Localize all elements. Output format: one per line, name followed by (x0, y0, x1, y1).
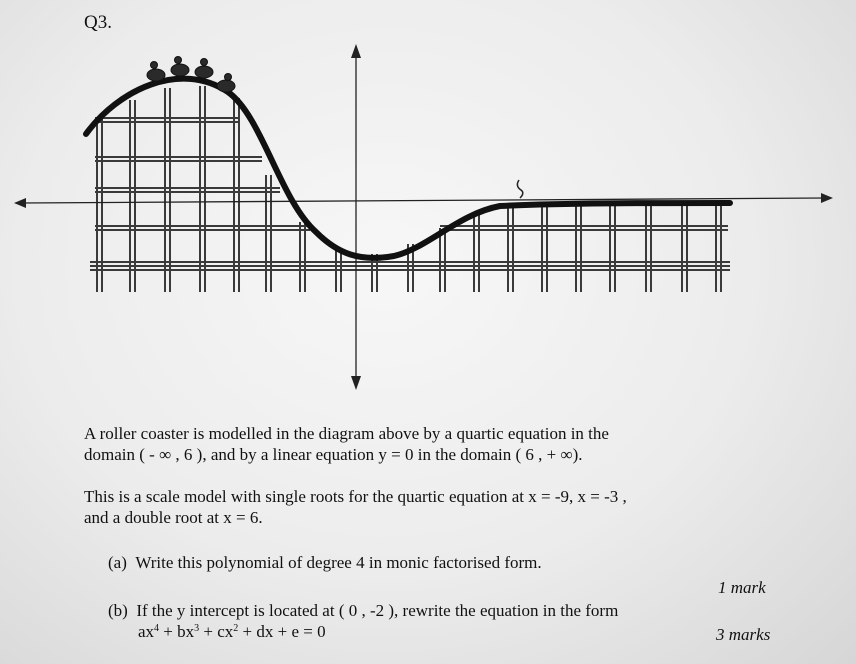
part-a-marks: 1 mark (718, 578, 766, 597)
coordinate-axes (22, 52, 826, 382)
description-line-1: A roller coaster is modelled in the diagram above by a quartic equation in the (84, 424, 609, 443)
roots-line-2: and a double root at x = 6. (84, 508, 263, 527)
eq-term-b: + bx (159, 622, 195, 641)
description-line-2: domain ( - ∞ , 6 ), and by a linear equation y = 0 in the domain ( 6 , + ∞). (84, 445, 583, 464)
pencil-mark (517, 180, 522, 198)
description-paragraph-1 (84, 423, 609, 465)
part-b-marks: 3 marks (716, 625, 771, 644)
x-axis-left-arrow (14, 198, 26, 208)
eq-term-c: + cx (199, 622, 234, 641)
part-a-text: Write this polynomial of degree 4 in monic factorised form. (135, 553, 542, 572)
coaster-track (86, 79, 730, 258)
eq-term-a: ax (138, 622, 155, 641)
part-b-text: If the y intercept is located at ( 0 , -2 ), rewrite the equation in the form (136, 601, 619, 620)
roots-line-1: This is a scale model with single roots for the quartic equation at x = -9, x = -3 , (84, 487, 627, 506)
part-a-label: (a) (108, 553, 127, 572)
eq-term-rest: + dx + e = 0 (238, 622, 326, 641)
coaster-cars (147, 57, 235, 93)
part-b-question (108, 601, 618, 621)
y-axis-down-arrow (351, 376, 361, 390)
eq-power-3: 3 (194, 623, 200, 634)
question-number: Q3. (84, 12, 112, 33)
part-b-label: (b) (108, 601, 128, 620)
coaster-support-structure (90, 86, 730, 292)
y-axis-up-arrow (351, 44, 361, 58)
description-paragraph-2 (84, 486, 627, 528)
eq-power-4: 4 (154, 623, 160, 634)
eq-power-2: 2 (233, 623, 239, 634)
part-a-question (108, 553, 542, 573)
x-axis-right-arrow (821, 193, 833, 203)
part-b-equation (138, 622, 326, 642)
